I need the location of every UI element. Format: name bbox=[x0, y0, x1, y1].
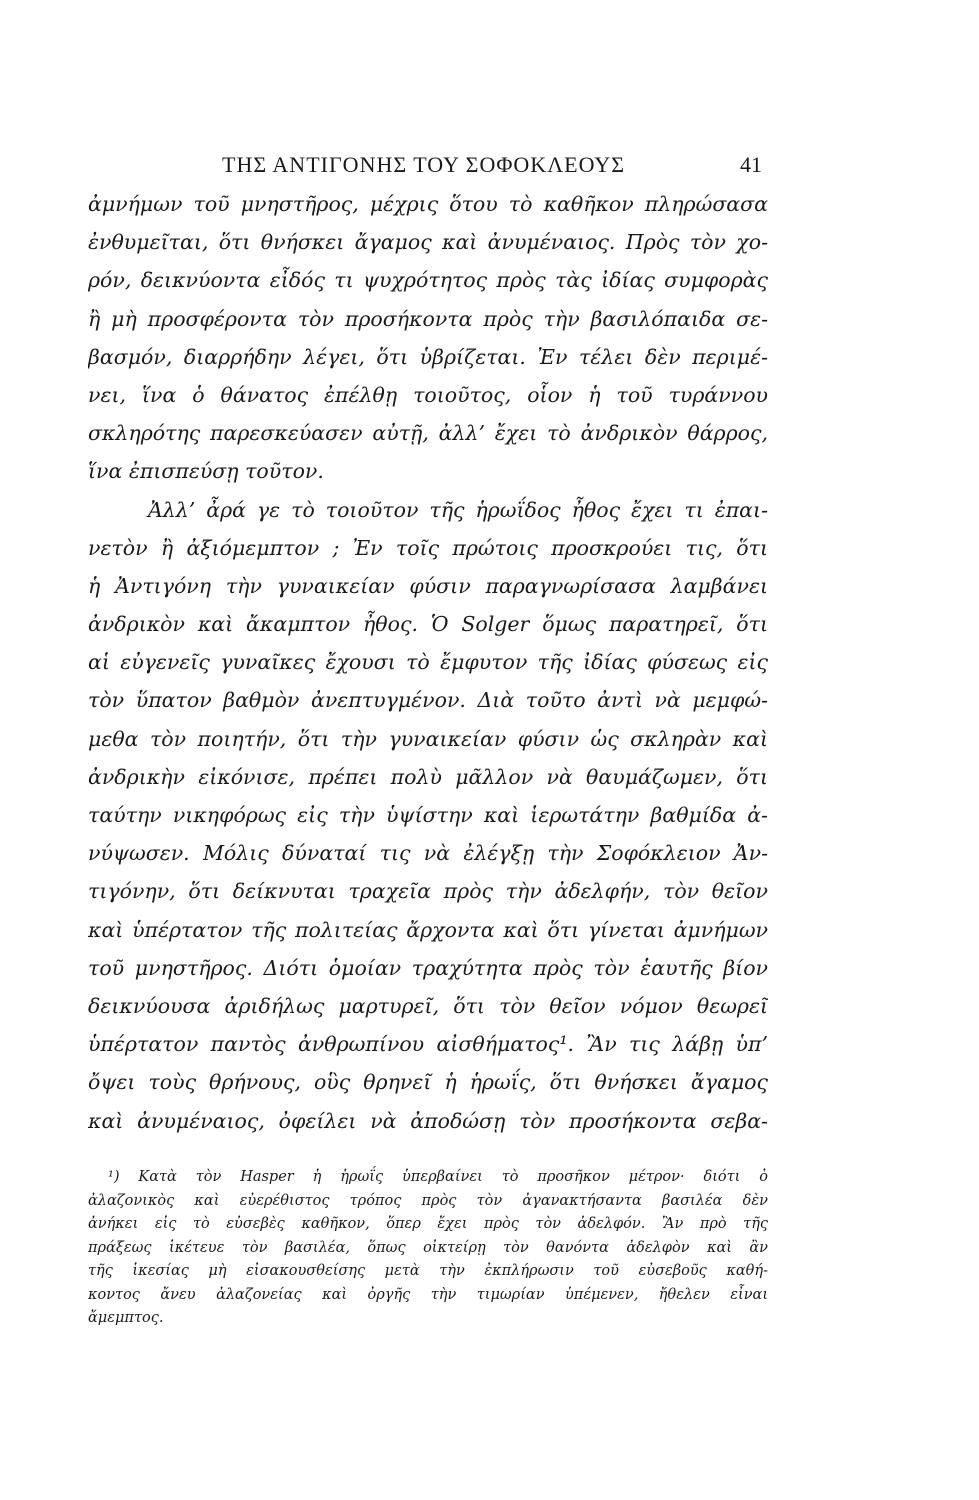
body-line: καὶ ὑπέρτατον τῆς πολιτείας ἄρχοντα καὶ ὅτι γίνεται ἀμνήμων bbox=[88, 917, 768, 942]
body-line: ὄψει τοὺς θρήνους, οὓς θρηνεῖ ἡ ἡρωΐς, ὅτι θνήσκει ἄγαμος bbox=[88, 1070, 768, 1095]
body-line: δεικνύουσα ἀριδήλως μαρτυρεῖ, ὅτι τὸν θεῖον νόμον θεωρεῖ bbox=[88, 993, 768, 1018]
body-line: ταύτην νικηφόρως εἰς τὴν ὑψίστην καὶ ἱερωτάτην βαθμίδα ἀ- bbox=[88, 803, 768, 827]
body-line: ἀμνήμων τοῦ μνηστῆρος, μέχρις ὅτου τὸ καθῆκον πληρώσασα bbox=[88, 192, 768, 216]
body-line: ἐνθυμεῖται, ὅτι θνήσκει ἄγαμος καὶ ἀνυμέναιος. Πρὸς τὸν χο- bbox=[88, 230, 768, 255]
body-line: μεθα τὸν ποιητήν, ὅτι τὴν γυναικείαν φύσιν ὡς σκληρὰν καὶ bbox=[88, 726, 768, 751]
body-line: αἱ εὐγενεῖς γυναῖκες ἔχουσι τὸ ἔμφυτον τῆς ἰδίας φύσεως εἰς bbox=[88, 650, 768, 675]
body-line: ἡ Ἀντιγόνη τὴν γυναικείαν φύσιν παραγνωρίσασα λαμβάνει bbox=[88, 573, 768, 598]
body-line: Ἀλλ’ ἆρά γε τὸ τοιοῦτον τῆς ἡρωΐδος ἦθος ἔχει τι ἐπαι- bbox=[148, 497, 768, 522]
body-line: καὶ ἀνυμέναιος, ὀφείλει νὰ ἀποδώσῃ τὸν προσήκοντα σεβα- bbox=[88, 1108, 768, 1133]
body-line: ἀνδρικὸν καὶ ἄκαμπτον ἦθος. Ὁ Solger ὅμως παρατηρεῖ, ὅτι bbox=[88, 612, 768, 637]
body-line: σκληρότης παρεσκεύασεν αὐτῇ, ἀλλ’ ἔχει τὸ ἀνδρικὸν θάρρος, bbox=[88, 421, 768, 446]
footnote-line: ἀνήκει εἰς τὸ εὐσεβὲς καθῆκον, ὅπερ ἔχει πρὸς τὸν ἀδελφόν. Ἂν πρὸ τῆς bbox=[88, 1216, 768, 1232]
body-line: βασμόν, διαρρήδην λέγει, ὅτι ὑβρίζεται. Ἐν τέλει δὲν περιμέ- bbox=[88, 344, 768, 369]
page-header bbox=[222, 152, 762, 186]
page-number: 41 bbox=[740, 152, 762, 177]
body-line: ἀνδρικὴν εἰκόνισε, πρέπει πολὺ μᾶλλον νὰ θαυμάζωμεν, ὅτι bbox=[88, 764, 768, 789]
body-line: ἵνα ἐπισπεύσῃ τοῦτον. bbox=[88, 459, 324, 484]
body-line: ὑπέρτατον παντὸς ἀνθρωπίνου αἰσθήματος¹. Ἂν τις λάβῃ ὑπ’ bbox=[88, 1032, 768, 1057]
body-line: τὸν ὕπατον βαθμὸν ἀνεπτυγμένον. Διὰ τοῦτο ἀντὶ νὰ μεμφώ- bbox=[88, 688, 768, 713]
body-line: νετὸν ἢ ἀξιόμεμπτον ; Ἐν τοῖς πρώτοις προσκρούει τις, ὅτι bbox=[88, 535, 768, 560]
footnote-line: ἀλαζονικὸς καὶ εὐερέθιστος τρόπος πρὸς τὸν ἀγανακτήσαντα βασιλέα δὲν bbox=[88, 1192, 768, 1209]
footnote bbox=[88, 1166, 768, 1331]
body-text bbox=[88, 185, 768, 1140]
footnote-line: ¹) Κατὰ τὸν Hasper ἡ ἡρωΐς ὑπερβαίνει τὸ προσῆκον μέτρον· διότι ὁ bbox=[108, 1169, 768, 1185]
running-title: ΤΗΣ ΑΝΤΙΓΟΝΗΣ ΤΟΥ ΣΟΦΟΚΛΕΟΥΣ bbox=[222, 152, 626, 177]
body-line: τοῦ μνηστῆρος. Διότι ὁμοίαν τραχύτητα πρὸς τὸν ἑαυτῆς βίον bbox=[88, 955, 768, 980]
footnote-line: κοντος ἄνευ ἀλαζονείας καὶ ὀργῆς τὴν τιμωρίαν ὑπέμενεν, ἤθελεν εἶναι bbox=[88, 1286, 768, 1303]
footnote-line: πράξεως ἱκέτευε τὸν βασιλέα, ὅπως οἰκτείρῃ τὸν θανόντα ἀδελφὸν καὶ ἂν bbox=[88, 1239, 768, 1256]
body-line: νει, ἵνα ὁ θάνατος ἐπέλθῃ τοιοῦτος, οἷον ἡ τοῦ τυράννου bbox=[88, 382, 768, 407]
body-line: ἢ μὴ προσφέροντα τὸν προσήκοντα πρὸς τὴν βασιλόπαιδα σε- bbox=[88, 306, 768, 331]
footnote-line: τῆς ἱκεσίας μὴ εἰσακουσθείσης μετὰ τὴν ἐκπλήρωσιν τοῦ εὐσεβοῦς καθή- bbox=[88, 1263, 768, 1279]
body-line: νύψωσεν. Μόλις δύναταί τις νὰ ἐλέγξῃ τὴν Σοφόκλειον Ἀν- bbox=[88, 841, 768, 866]
body-line: τιγόνην, ὅτι δείκνυται τραχεῖα πρὸς τὴν ἀδελφήν, τὸν θεῖον bbox=[88, 879, 768, 904]
body-line: ρόν, δεικνύοντα εἶδός τι ψυχρότητος πρὸς τὰς ἰδίας συμφορὰς bbox=[88, 268, 768, 293]
footnote-line: ἄμεμπτος. bbox=[88, 1310, 164, 1326]
